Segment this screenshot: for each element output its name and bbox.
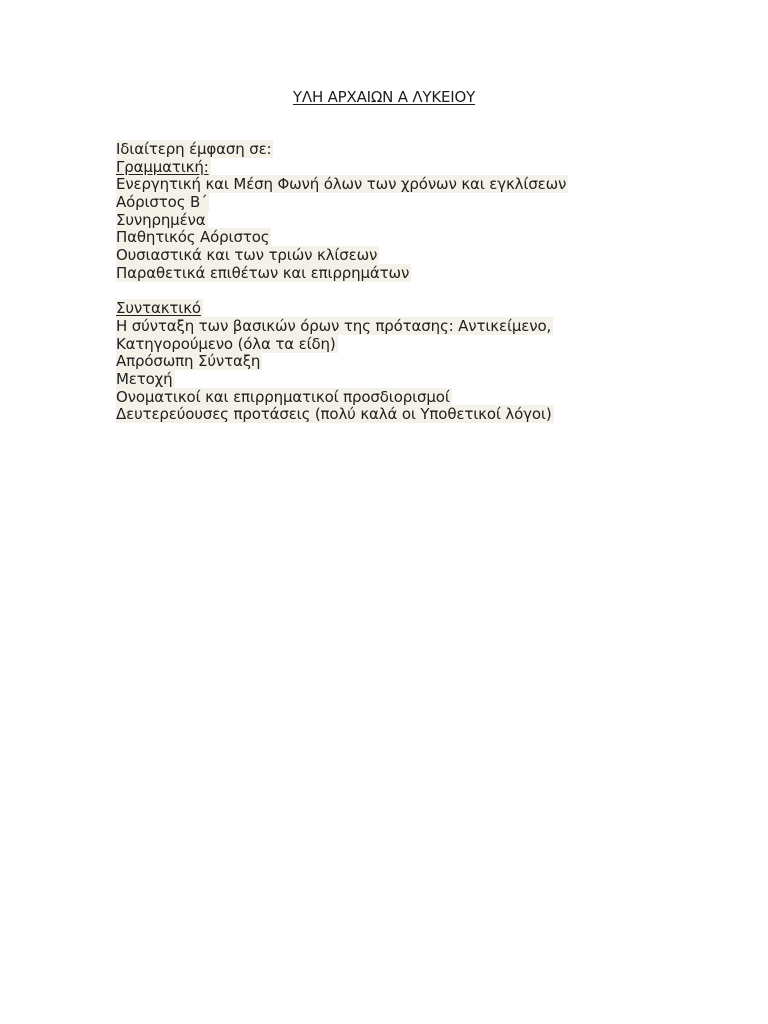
grammar-item-text: Αόριστος Β΄ <box>116 193 208 212</box>
syntax-heading-line <box>116 300 716 318</box>
grammar-item-text: Ουσιαστικά και των τριών κλίσεων <box>116 246 378 265</box>
syntax-item-text: Απρόσωπη Σύνταξη <box>116 352 261 371</box>
grammar-item <box>116 212 716 230</box>
syntax-item-text: Κατηγορούμενο (όλα τα είδη) <box>116 334 336 353</box>
syntax-item <box>116 336 716 354</box>
grammar-item-text: Παραθετικά επιθέτων και επιρρημάτων <box>116 263 410 282</box>
syntax-item-text: Ονοματικοί και επιρρηματικοί προσδιορισμοί <box>116 387 450 406</box>
syntax-item <box>116 406 716 424</box>
grammar-item <box>116 247 716 265</box>
section-spacer <box>116 283 716 301</box>
intro-text: Ιδιαίτερη έμφαση σε: <box>116 140 272 158</box>
syntax-heading: Συντακτικό <box>116 299 201 318</box>
syntax-item <box>116 318 716 336</box>
grammar-item-text: Παθητικός Αόριστος <box>116 228 270 247</box>
document-title: ΥΛΗ ΑΡΧΑΙΩΝ Α ΛΥΚΕΙΟΥ <box>292 88 476 106</box>
syntax-item <box>116 371 716 389</box>
grammar-item <box>116 229 716 247</box>
grammar-heading-line <box>116 159 716 177</box>
grammar-item-text: Συνηρημένα <box>116 210 206 229</box>
grammar-item <box>116 176 716 194</box>
document-title-wrapper <box>0 87 768 107</box>
grammar-item-text: Ενεργητική και Μέση Φωνή όλων των χρόνων και εγκλίσεων <box>116 175 567 194</box>
grammar-item <box>116 194 716 212</box>
document-body <box>116 141 716 424</box>
syntax-item-text: Η σύνταξη των βασικών όρων της πρότασης: Αντικείμενο, <box>116 316 552 335</box>
syntax-item-text: Δευτερεύουσες προτάσεις (πολύ καλά οι Υποθετικοί λόγοι) <box>116 405 552 424</box>
syntax-item <box>116 353 716 371</box>
intro-line <box>116 141 716 159</box>
grammar-heading: Γραμματική: <box>116 157 209 176</box>
grammar-item <box>116 265 716 283</box>
syntax-item <box>116 389 716 407</box>
syntax-item-text: Μετοχή <box>116 369 173 388</box>
